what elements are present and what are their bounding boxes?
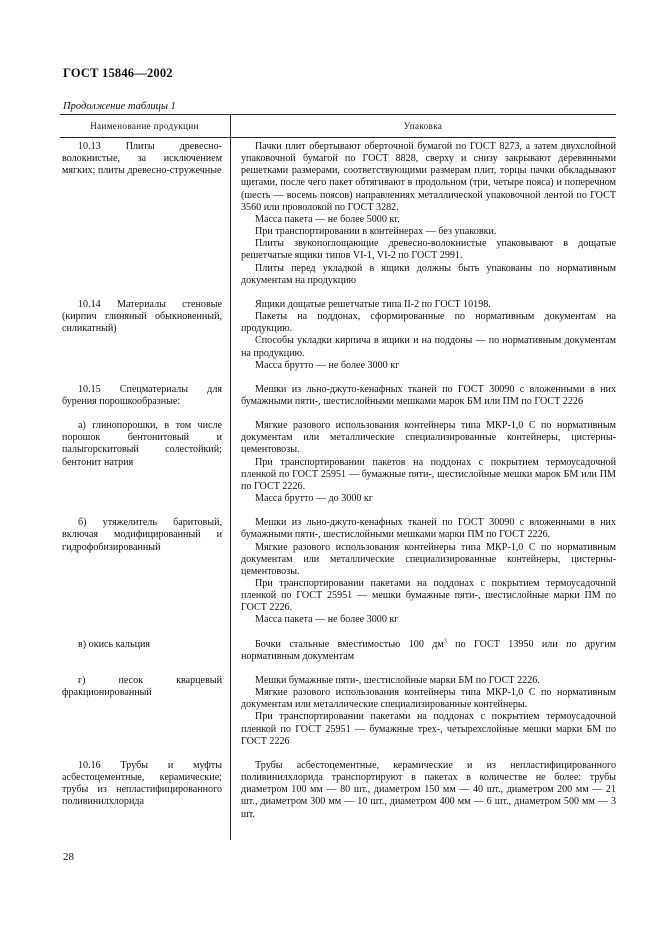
- document-title: ГОСТ 15846—2002: [63, 66, 173, 80]
- table-row: [60, 141, 616, 287]
- table-row: [60, 639, 616, 663]
- column-header-product: Наименование продукции: [90, 121, 199, 131]
- page-number: 28: [63, 851, 74, 863]
- product-name: б) утяжелитель баритовый, включая модифицированный и гидрофобизированный: [62, 517, 222, 553]
- packaging-text: Мешки бумажные пяти-, шестислойные марки БМ по ГОСТ 2226. Мягкие разового использования контейнеры типа МКР-1,0 С по нормативным документам или металлические специализированные контейнеры. При транспортировании пакетами на поддонах с покрытием термоусадочной пленкой по ГОСТ 25951 — бумажные трех-, четырехслойные мешки марки БМ по ГОСТ 2226: [241, 674, 616, 747]
- table-row: [60, 675, 616, 748]
- product-name: а) глинопорошки, в том числе порошок бентонитовый и палыгорскитовый солестойкий; бентонит натрия: [62, 420, 222, 468]
- column-divider: [230, 114, 231, 840]
- product-name: 10.13 Плиты древесно-волокнистые, за исключением мягких; плиты древесно-стружечные: [62, 141, 222, 177]
- table-header: [60, 114, 616, 138]
- product-name: 10.16 Трубы и муфты асбестоцементные, керамические; трубы из непластифицированного поливинилхлорида: [62, 759, 222, 808]
- packaging-text: Бочки стальные вместимостью 100 $дм^3$ по ГОСТ 13950 или по другим нормативным документам: [241, 638, 616, 662]
- packaging-text: Пачки плит обертывают оберточной бумагой по ГОСТ 8273, а затем двухслойной упаковочной бумагой по ГОСТ 8828, сверху и снизу закрывают деревянными решетками размерами, соответствующими размерам плит, торцы пачки обкладывают щитами, после чего пакет обтягивают в продольном (три, четыре пояса) и поперечном (шесть — восемь поясов) направлениях металлической упаковочной лентой по ГОСТ 3560 или проволокой по ГОСТ 3282. Масса пакета — не более 5000 кг. При транспортировании в контейнерах — без упаковки. Плиты звукопоглощающие древесно-волокнистые упаковывают в дощатые решетчатые ящики типов VI-1, VI-2 по ГОСТ 2991. Плиты перед укладкой в ящики должны быть упакованы по нормативным документам на продукцию: [241, 141, 616, 286]
- table-row: [60, 299, 616, 372]
- table-row: [60, 517, 616, 626]
- packaging-text: Мягкие разового использования контейнеры типа МКР-1,0 С по нормативным документам или металлические специализированные контейнеры, цистерны-цементовозы. При транспортировании пакетов на поддонах с покрытием термоусадочной пленкой по ГОСТ 25951 — бумажные пяти-, шестислойные мешки марок БМ или ПМ по ГОСТ 2226. Масса брутто — до 3000 кг: [241, 420, 616, 505]
- product-name: г) песок кварцевый фракционированный: [62, 674, 222, 699]
- packaging-table: [60, 114, 616, 821]
- table-row: [60, 420, 616, 505]
- column-header-packaging: Упаковка: [403, 121, 443, 131]
- product-name: в) окись кальция: [78, 638, 151, 650]
- table-continuation-caption: Продолжение таблицы 1: [63, 101, 176, 112]
- packaging-text: Трубы асбестоцементные, керамические и из непластифицированного поливинилхлорида транспортируют в пакетах в количестве не более: трубы диаметром 100 мм — 80 шт., диаметром 150 мм — 40 шт., диаметром 200 мм — 21 шт., диаметром 300 мм — 10 шт., диаметром 400 мм — 6 шт., диаметром 500 мм — 3 шт.: [241, 759, 616, 820]
- packaging-text: Ящики дощатые решетчатые типа II-2 по ГОСТ 10198. Пакеты на поддонах, сформированные по нормативным документам на продукцию. Способы укладки кирпича в ящики и на поддоны — по нормативным документам на продукцию. Масса брутто — не более 3000 кг: [241, 298, 616, 371]
- product-name: 10.14 Материалы стеновые (кирпич глиняный обыкновенный, силикатный): [62, 298, 222, 335]
- packaging-text: Мешки из льно-джуто-кенафных тканей по ГОСТ 30090 с вложенными в них бумажными пяти-, шестислойными мешками марок БМ или ПМ по ГОСТ 2226: [241, 383, 616, 407]
- packaging-text: Мешки из льно-джуто-кенафных тканей по ГОСТ 30090 с вложенными в них бумажными пяти-, шестислойными мешками марки ПМ по ГОСТ 2226. Мягкие разового использования контейнеры типа МКР-1,0 С по нормативным документам или металлические специализированные контейнеры, цистерны-цементовозы. При транспортировании пакетами на поддонах с покрытием термоусадочной пленкой по ГОСТ 25951 — мешки бумажные пяти-, шестислойные марки ПМ по ГОСТ 2226. Масса пакета — не более 3000 кг: [241, 517, 616, 626]
- product-name: 10.15 Спецматериалы для бурения порошкообразные:: [62, 383, 222, 407]
- table-row: [60, 760, 616, 821]
- table-row: [60, 384, 616, 408]
